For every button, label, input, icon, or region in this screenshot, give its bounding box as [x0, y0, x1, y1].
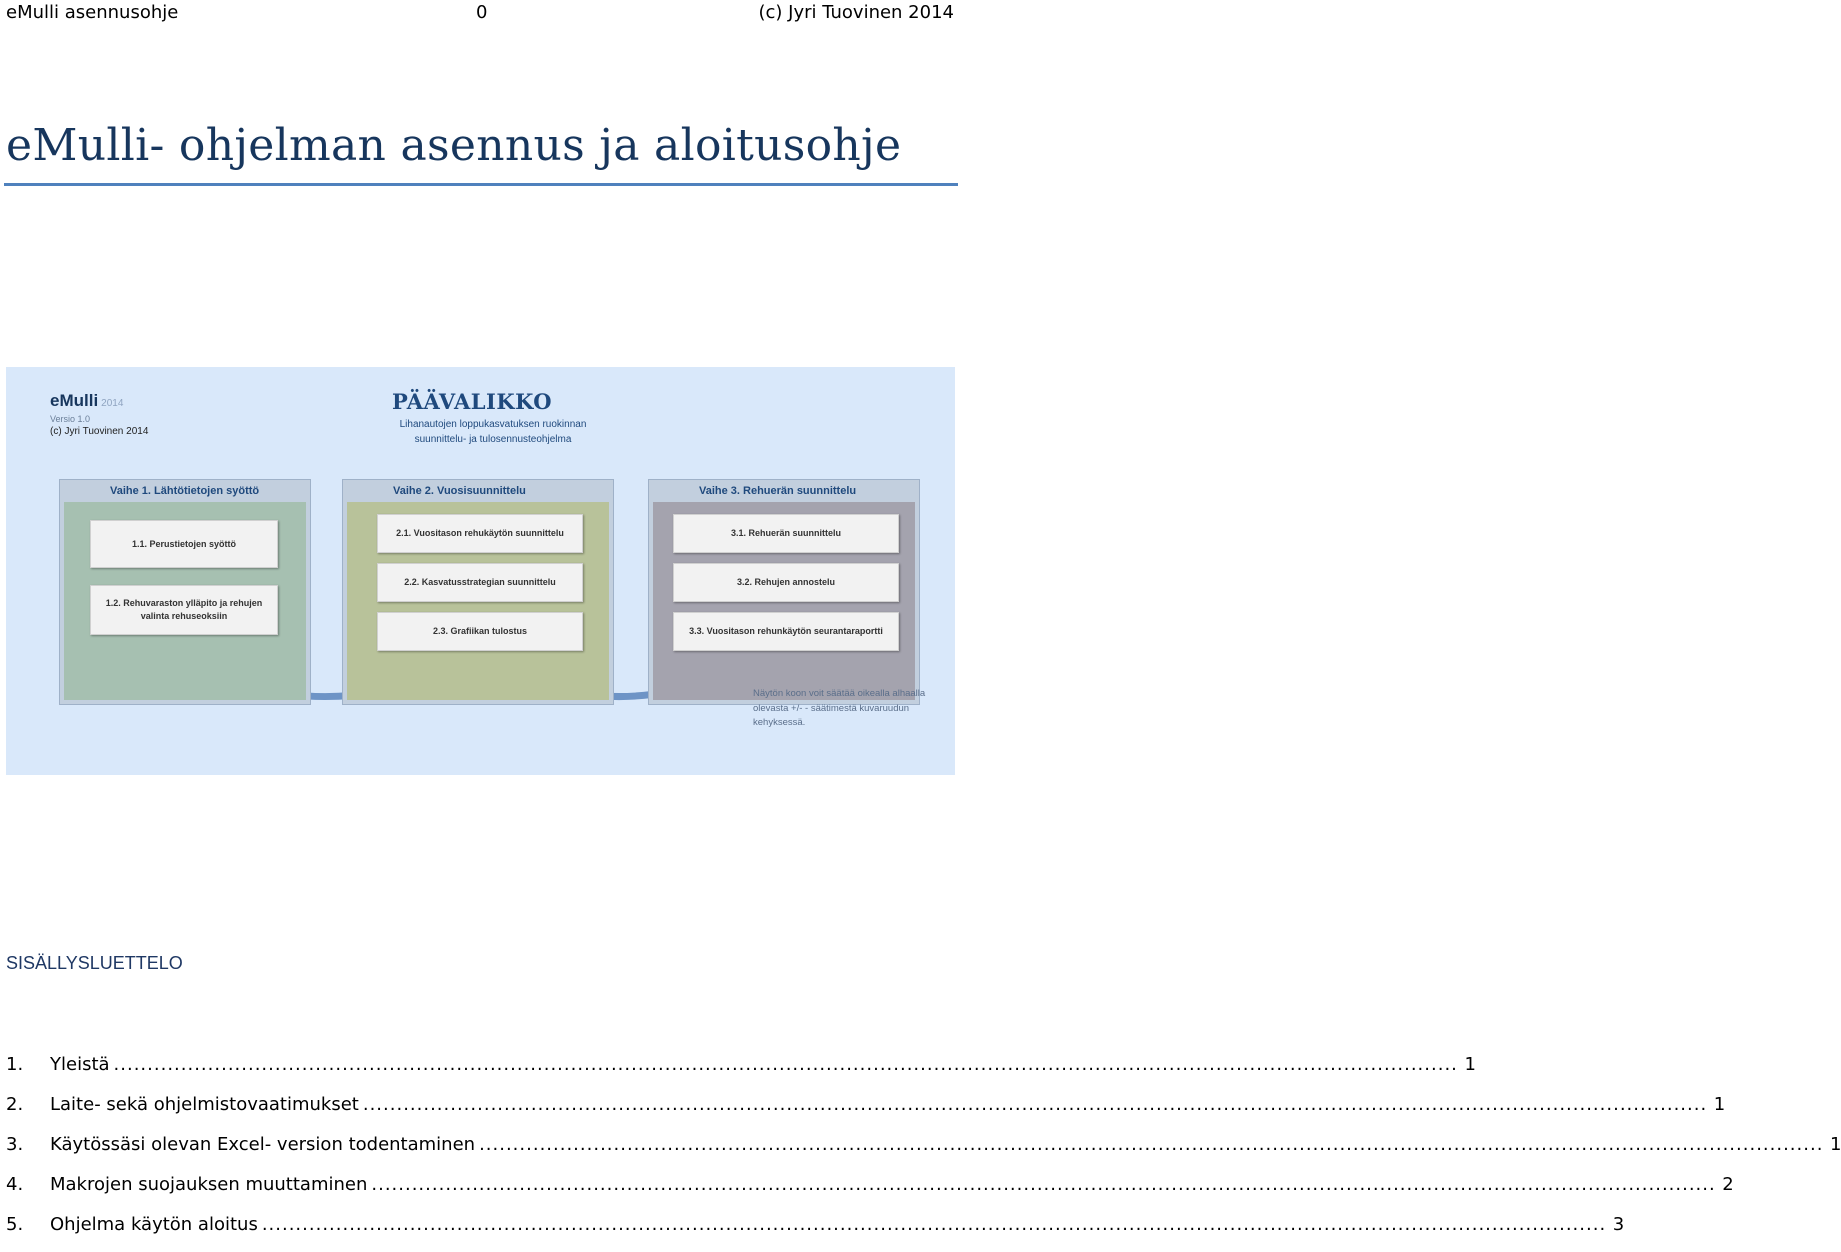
button-3-1[interactable]: 3.1. Rehuerän suunnittelu — [673, 514, 899, 553]
toc-entry-page: 3 — [1612, 1214, 1625, 1235]
button-3-3[interactable]: 3.3. Vuositason rehunkäytön seurantaraportti — [673, 612, 899, 651]
toc-entry-text: Ohjelma käytön aloitus — [50, 1214, 258, 1235]
toc-leader-dots: ........................................................................................................................................................................................................ — [371, 1174, 1716, 1195]
phase-2-title: Vaihe 2. Vuosisuunnittelu — [393, 485, 526, 497]
page-header — [6, 0, 954, 26]
toc-entry-page: 1 — [1464, 1054, 1476, 1075]
toc-leader-dots: ........................................................................................................................................................................................................ — [113, 1054, 1458, 1075]
toc-heading: SISÄLLYSLUETTELO — [6, 953, 183, 973]
button-2-2[interactable]: 2.2. Kasvatusstrategian suunnittelu — [377, 563, 583, 602]
button-1-2[interactable]: 1.2. Rehuvaraston ylläpito ja rehujen valinta rehuseoksiin — [90, 585, 278, 635]
toc-entry[interactable] — [6, 1092, 1726, 1132]
document-title: eMulli- ohjelman asennus ja aloitusohje — [6, 120, 902, 171]
phase-2-panel — [343, 480, 613, 704]
button-3-2[interactable]: 3.2. Rehujen annostelu — [673, 563, 899, 602]
toc-entry-number: 1. — [6, 1054, 24, 1075]
brand-year: 2014 — [101, 398, 124, 409]
toc-leader-dots: ........................................................................................................................................................................................................ — [479, 1134, 1824, 1155]
toc-entry[interactable] — [6, 1172, 1734, 1212]
toc-entry-page: 1 — [1829, 1134, 1841, 1155]
toc-entry-number: 2. — [6, 1094, 24, 1115]
toc-entry[interactable] — [6, 1132, 1841, 1172]
toc-entry-page: 2 — [1722, 1174, 1734, 1195]
header-page-number: 0 — [476, 2, 488, 23]
toc-entry-text: Yleistä — [50, 1054, 110, 1075]
toc-leader-dots: ........................................................................................................................................................................................................ — [362, 1094, 1708, 1115]
toc-leader-dots: ........................................................................................................................................................................................................ — [261, 1214, 1607, 1235]
brand-name: eMulli — [50, 391, 99, 410]
button-2-1[interactable]: 2.1. Vuositason rehukäytön suunnittelu — [377, 514, 583, 553]
menu-title: PÄÄVALIKKO — [392, 389, 553, 414]
main-menu-screenshot — [6, 367, 955, 775]
phase-1-panel — [60, 480, 310, 704]
menu-subtitle-line-1: Lihanautojen loppukasvatuksen ruokinnan — [399, 419, 587, 430]
toc-entry-text: Käytössäsi olevan Excel- version todentaminen — [50, 1134, 476, 1155]
header-right: (c) Jyri Tuovinen 2014 — [758, 2, 954, 23]
header-left: eMulli asennusohje — [6, 2, 179, 23]
button-2-3[interactable]: 2.3. Grafiikan tulostus — [377, 612, 583, 651]
toc-entry-text: Makrojen suojauksen muuttaminen — [50, 1174, 368, 1195]
phase-3-panel — [649, 480, 919, 704]
copyright-label: (c) Jyri Tuovinen 2014 — [50, 426, 149, 437]
toc-entry-number: 3. — [6, 1134, 24, 1155]
toc-entry[interactable] — [6, 1212, 1625, 1252]
zoom-hint-note: Näytön koon voit säätää oikealla alhaalla olevasta +/- - säätimestä kuvaruudun kehyksessä. — [753, 688, 926, 728]
table-of-contents — [6, 1052, 1841, 1252]
toc-entry[interactable] — [6, 1052, 1476, 1092]
toc-entry-page: 1 — [1713, 1094, 1726, 1115]
toc-entry-number: 5. — [6, 1214, 24, 1235]
toc-entry-number: 4. — [6, 1174, 24, 1195]
menu-subtitle-line-2: suunnittelu- ja tulosennusteohjelma — [414, 434, 572, 445]
phase-1-title: Vaihe 1. Lähtötietojen syöttö — [110, 485, 260, 497]
toc-entry-text: Laite- sekä ohjelmistovaatimukset — [50, 1094, 359, 1115]
button-1-1[interactable]: 1.1. Perustietojen syöttö — [90, 520, 278, 568]
title-underline — [4, 183, 958, 186]
version-label: Versio 1.0 — [50, 414, 91, 424]
phase-3-title: Vaihe 3. Rehuerän suunnittelu — [699, 485, 857, 497]
